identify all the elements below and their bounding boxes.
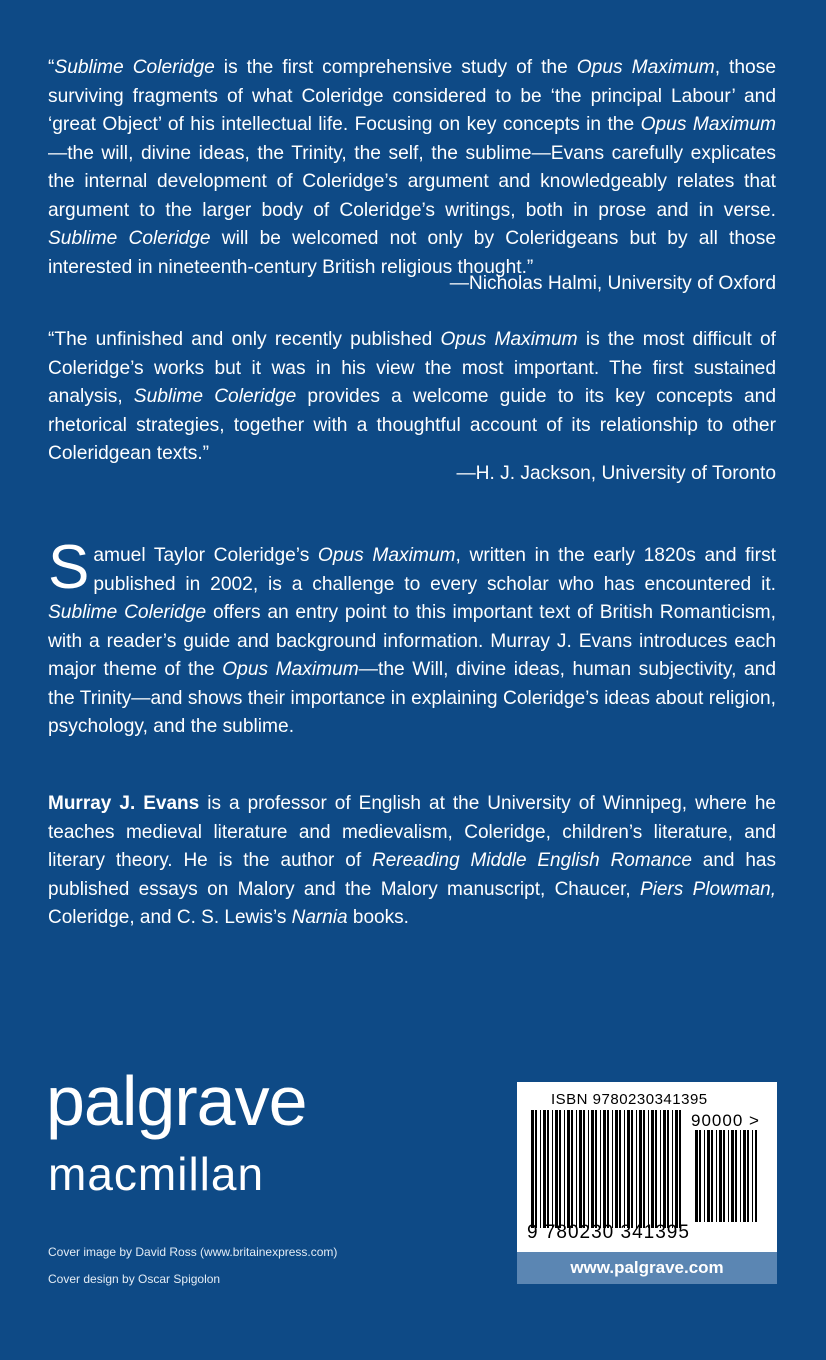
author-bio [48, 790, 776, 933]
endorsement-attribution-1: —Nicholas Halmi, University of Oxford [449, 273, 776, 294]
book-description-text: amuel Taylor Coleridge’s Opus Maximum, written in the early 1820s and first published in 2002, is a challenge to every scholar who has encountered it. Sublime Coleridge offers an entry point to this important text of British Romanticism, with a reader’s guide and background information. Murray J. Evans introduces each major theme of the Opus Maximum—the Will, divine ideas, human subjectivity, and the Trinity—and shows their importance in explaining Coleridge’s ideas about religion, psychology, and the sublime. [48, 545, 776, 737]
publisher-website: www.palgrave.com [517, 1252, 777, 1284]
endorsement-attribution-2: —H. J. Jackson, University of Toronto [456, 463, 776, 484]
cover-image-credit: Cover image by David Ross (www.britainexpress.com) [48, 1245, 338, 1259]
drop-cap: S [48, 533, 90, 602]
cover-design-credit: Cover design by Oscar Spigolon [48, 1272, 221, 1286]
isbn-label: ISBN 9780230341395 [551, 1091, 708, 1108]
book-description [48, 533, 776, 742]
barcode-digits: 9 780230 341395 [527, 1222, 690, 1243]
barcode-box [517, 1082, 777, 1284]
price-barcode-icon [695, 1130, 757, 1222]
author-bio-text: is a professor of English at the University of Winnipeg, where he teaches medieval literature and medievalism, Coleridge, children’s literature, and literary theory. He is the author of Rereading Middle English Romance and has published essays on Malory and the Malory manuscript, Chaucer, Piers Plowman, Coleridge, and C. S. Lewis’s Narnia books. [48, 793, 777, 928]
endorsement-quote-1: “Sublime Coleridge is the first comprehensive study of the Opus Maximum, those surviving fragments of what Coleridge considered to be ‘the principal Labour’ and ‘great Object’ of his intellectual life. Focusing on key concepts in the Opus Maximum—the will, divine ideas, the Trinity, the self, the sublime—Evans carefully explicates the internal development of Coleridge’s argument and knowledgeably relates that argument to the larger body of Coleridge’s writings, both in prose and in verse. Sublime Coleridge will be welcomed not only by Coleridgeans but by all those interested in nineteenth-century British religious thought.” [48, 57, 776, 278]
author-name: Murray J. Evans [48, 793, 200, 814]
publisher-logo-palgrave: palgrave [46, 1062, 307, 1140]
price-code: 90000 > [691, 1111, 760, 1130]
endorsement-quote-2: “The unfinished and only recently published Opus Maximum is the most difficult of Coleridge’s works but it was in his view the most important. The first sustained analysis, Sublime Coleridge provides a welcome guide to its key concepts and rhetorical strategies, together with a thoughtful account of its relationship to other Coleridgean texts.” [48, 329, 776, 464]
publisher-logo-macmillan: macmillan [48, 1148, 265, 1200]
ean-barcode-icon [531, 1110, 681, 1228]
